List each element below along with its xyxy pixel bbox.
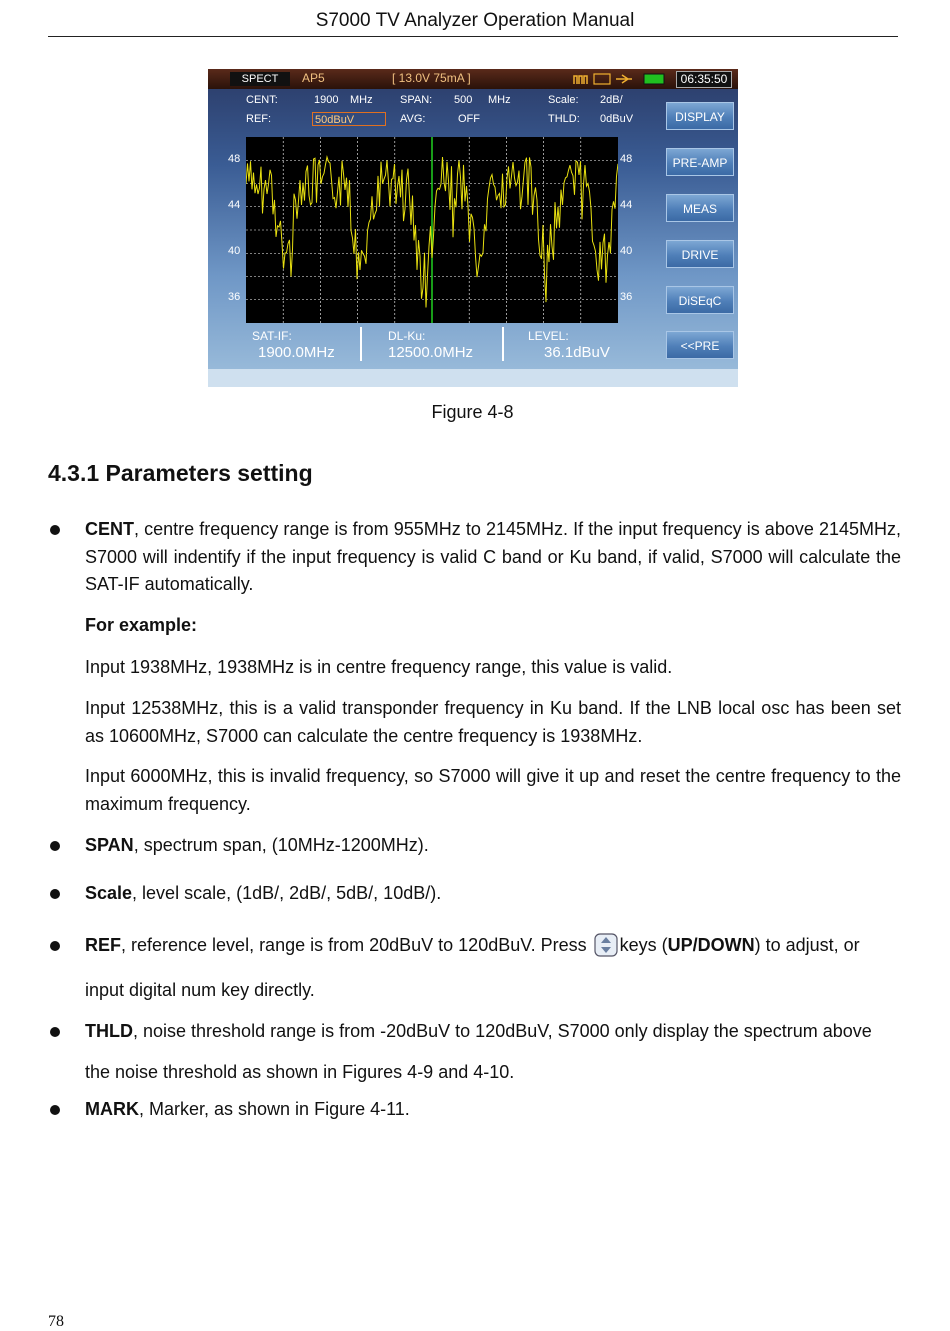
keyword-mark: MARK bbox=[85, 1099, 139, 1119]
usb-icon bbox=[616, 75, 632, 83]
up-down-key-icon bbox=[594, 933, 618, 957]
battery-icon bbox=[644, 74, 664, 84]
lnb-status: [ 13.0V 75mA ] bbox=[392, 71, 471, 85]
dlku-value: 12500.0MHz bbox=[388, 344, 474, 361]
avg-label: AVG: bbox=[400, 113, 426, 125]
keyword-span: SPAN bbox=[85, 835, 134, 855]
y-tick-left: 44 bbox=[228, 199, 241, 211]
ref-paragraph bbox=[85, 932, 901, 960]
span-text: , spectrum span, (10MHz-1200MHz). bbox=[133, 835, 429, 855]
clock: 06:35:50 bbox=[676, 71, 732, 88]
scale-text: , level scale, (1dB/, 2dB/, 5dB/, 10dB/). bbox=[132, 883, 442, 903]
y-tick-left: 48 bbox=[228, 153, 241, 165]
keyword-up-down: UP/DOWN bbox=[667, 935, 755, 955]
cent-unit: MHz bbox=[350, 94, 373, 106]
status-icons bbox=[572, 72, 668, 86]
bullet bbox=[50, 889, 60, 899]
span-label: SPAN: bbox=[400, 94, 433, 106]
bullet bbox=[50, 941, 60, 951]
cent-label: CENT: bbox=[246, 94, 278, 106]
preset-label: AP5 bbox=[302, 71, 325, 85]
header-rule bbox=[48, 36, 898, 37]
cent-text: , centre frequency range is from 955MHz to 2145MHz. If the input frequency is above 2145MHz, S7000 will indentify if the input frequency is valid C band or Ku band, if valid, S7000 will calculate the SAT-IF automatically. bbox=[85, 519, 901, 594]
scale-paragraph bbox=[85, 880, 901, 908]
scale-value: 2dB/ bbox=[600, 94, 623, 106]
lnb-icon bbox=[594, 74, 610, 84]
satif-value: 1900.0MHz bbox=[258, 344, 335, 361]
softkey-diseqc[interactable]: DiSEqC bbox=[666, 286, 734, 314]
scale-label: Scale: bbox=[548, 94, 579, 106]
thld-value: 0dBuV bbox=[600, 113, 634, 125]
analyzer-screenshot bbox=[208, 69, 738, 387]
figure-caption: Figure 4-8 bbox=[431, 402, 514, 422]
dlku-label: DL-Ku: bbox=[388, 329, 426, 343]
mode-indicator: SPECT bbox=[230, 72, 290, 86]
softkey-pre[interactable]: <<PRE bbox=[666, 331, 734, 359]
signal-icon bbox=[574, 76, 587, 84]
bullet bbox=[50, 1105, 60, 1115]
cent-paragraph bbox=[85, 516, 901, 599]
spectrum-plot bbox=[246, 137, 618, 323]
softkey-pre-amp[interactable]: PRE-AMP bbox=[666, 148, 734, 176]
example-3: Input 6000MHz, this is invalid frequency, so S7000 will give it up and reset the centre frequency to the maximum frequency. bbox=[85, 766, 901, 814]
keyword-scale: Scale bbox=[85, 883, 133, 903]
ref-text-a: , reference level, range is from 20dBuV to 120dBuV. Press bbox=[121, 935, 592, 955]
readout-divider bbox=[360, 327, 362, 361]
ref-text-d: input digital num key directly. bbox=[85, 980, 315, 1000]
section-title: 4.3.1 Parameters setting bbox=[48, 460, 313, 486]
level-label: LEVEL: bbox=[528, 329, 569, 343]
span-unit: MHz bbox=[488, 94, 511, 106]
ref-text-c: ) to adjust, or bbox=[754, 935, 860, 955]
ref-label: REF: bbox=[246, 113, 272, 125]
y-tick-right: 48 bbox=[620, 153, 633, 165]
thld-label: THLD: bbox=[548, 113, 580, 125]
satif-label: SAT-IF: bbox=[252, 329, 292, 343]
softkey-display[interactable]: DISPLAY bbox=[666, 102, 734, 130]
keyword-cent: CENT bbox=[85, 519, 134, 539]
example-heading: For example: bbox=[85, 615, 198, 635]
thld-paragraph bbox=[85, 1018, 901, 1046]
example-1: Input 1938MHz, 1938MHz is in centre frequency range, this value is valid. bbox=[85, 657, 673, 677]
softkey-meas[interactable]: MEAS bbox=[666, 194, 734, 222]
thld-text-a: , noise threshold range is from -20dBuV to 120dBuV, S7000 only display the spectrum above bbox=[133, 1021, 872, 1041]
bullet bbox=[50, 1027, 60, 1037]
softkey-drive[interactable]: DRIVE bbox=[666, 240, 734, 268]
level-value: 36.1dBuV bbox=[544, 344, 610, 361]
y-tick-right: 40 bbox=[620, 245, 633, 257]
screen-top-bar bbox=[208, 69, 738, 89]
cent-value: 1900 bbox=[314, 94, 339, 106]
mark-text: , Marker, as shown in Figure 4-11. bbox=[139, 1099, 410, 1119]
keyword-thld: THLD bbox=[85, 1021, 133, 1041]
y-tick-right: 36 bbox=[620, 291, 633, 303]
page-header-title: S7000 TV Analyzer Operation Manual bbox=[315, 10, 635, 31]
mark-paragraph bbox=[85, 1096, 901, 1124]
readout-divider bbox=[502, 327, 504, 361]
bullet bbox=[50, 841, 60, 851]
y-tick-left: 40 bbox=[228, 245, 241, 257]
example-2: Input 12538MHz, this is a valid transponder frequency in Ku band. If the LNB local osc has been set as 10600MHz, S7000 can calculate the centre frequency is 1938MHz. bbox=[85, 698, 901, 746]
page-number: 78 bbox=[48, 1313, 64, 1330]
bullet bbox=[50, 525, 60, 535]
ref-value-field[interactable]: 50dBuV bbox=[312, 112, 386, 126]
keyword-ref: REF bbox=[85, 935, 121, 955]
span-paragraph bbox=[85, 832, 901, 860]
y-tick-left: 36 bbox=[228, 291, 241, 303]
screen-status-bar bbox=[208, 369, 738, 387]
y-tick-right: 44 bbox=[620, 199, 633, 211]
avg-value: OFF bbox=[458, 113, 480, 125]
ref-text-b: keys ( bbox=[619, 935, 668, 955]
span-value: 500 bbox=[454, 94, 473, 106]
thld-text-b: the noise threshold as shown in Figures 4-9 and 4-10. bbox=[85, 1062, 515, 1082]
